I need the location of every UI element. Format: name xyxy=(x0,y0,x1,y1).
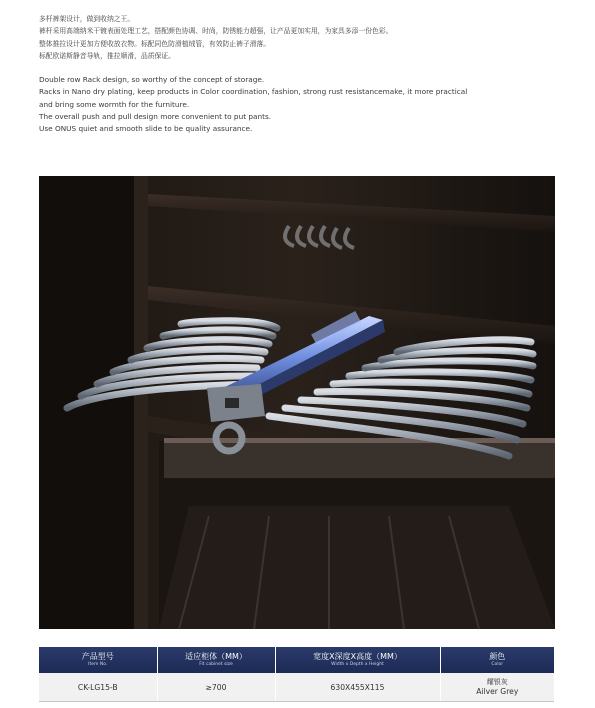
fit-size-cell: ≥700 xyxy=(157,673,275,702)
header-fit-size xyxy=(157,647,275,673)
intro-en-line: Double row Rack design, so worthy of the concept of storage. xyxy=(39,75,265,84)
intro-en-line: The overall push and pull design more convenient to put pants. xyxy=(39,111,272,121)
header-dimensions xyxy=(275,647,440,673)
trouser-rack-illustration xyxy=(39,176,555,629)
intro-en-line: Racks in Nano dry plating, keep products in Color coordination, fashion, strong rust resistancemake, it more practical xyxy=(39,87,468,97)
header-item-no xyxy=(39,647,157,673)
intro-zh-line: 多杆裤架设计，做到收纳之王。 xyxy=(39,15,135,23)
spec-header-row xyxy=(39,647,554,673)
intro-chinese xyxy=(39,13,559,62)
color-cell xyxy=(440,673,554,702)
header-color xyxy=(440,647,554,673)
header-zh: 适应柜体（MM） xyxy=(185,652,247,661)
intro-zh-line: 裤杆采用高端纳米干镀表面处理工艺，搭配颜色协调、时尚，防锈能力超强，让产品更加实用，为家具多添一份色彩。 xyxy=(39,27,393,36)
header-zh: 颜色 xyxy=(489,652,506,661)
intro-english xyxy=(39,74,559,135)
intro-zh-line: 标配欧诺斯静音导轨，推拉顺滑，品质保证。 xyxy=(39,51,175,60)
color-en: Ailver Grey xyxy=(476,686,519,696)
intro-zh-line: 整体推拉设计更加方便收放衣物。标配同色防滑植绒管，有效防止裤子滑落。 xyxy=(39,39,271,48)
dimensions-cell: 630X455X115 xyxy=(275,673,440,702)
item-no-cell: CK-LG15-B xyxy=(39,673,157,702)
intro-en-line: and bring some wormth for the furniture. xyxy=(39,99,190,109)
header-zh: 宽度X深度X高度（MM） xyxy=(313,652,402,661)
header-en: Width x Depth x Height xyxy=(331,662,384,667)
header-en: Color xyxy=(491,662,504,667)
product-photo xyxy=(39,176,555,629)
color-zh: 耀银灰 xyxy=(486,677,508,686)
spec-table xyxy=(39,647,554,702)
header-en: Fit cabinet size xyxy=(199,662,233,667)
intro-en-line: Use ONUS quiet and smooth slide to be quality assurance. xyxy=(39,124,253,134)
spec-row xyxy=(39,673,554,702)
header-zh: 产品型号 xyxy=(81,652,114,661)
header-en: Item No. xyxy=(88,662,108,667)
